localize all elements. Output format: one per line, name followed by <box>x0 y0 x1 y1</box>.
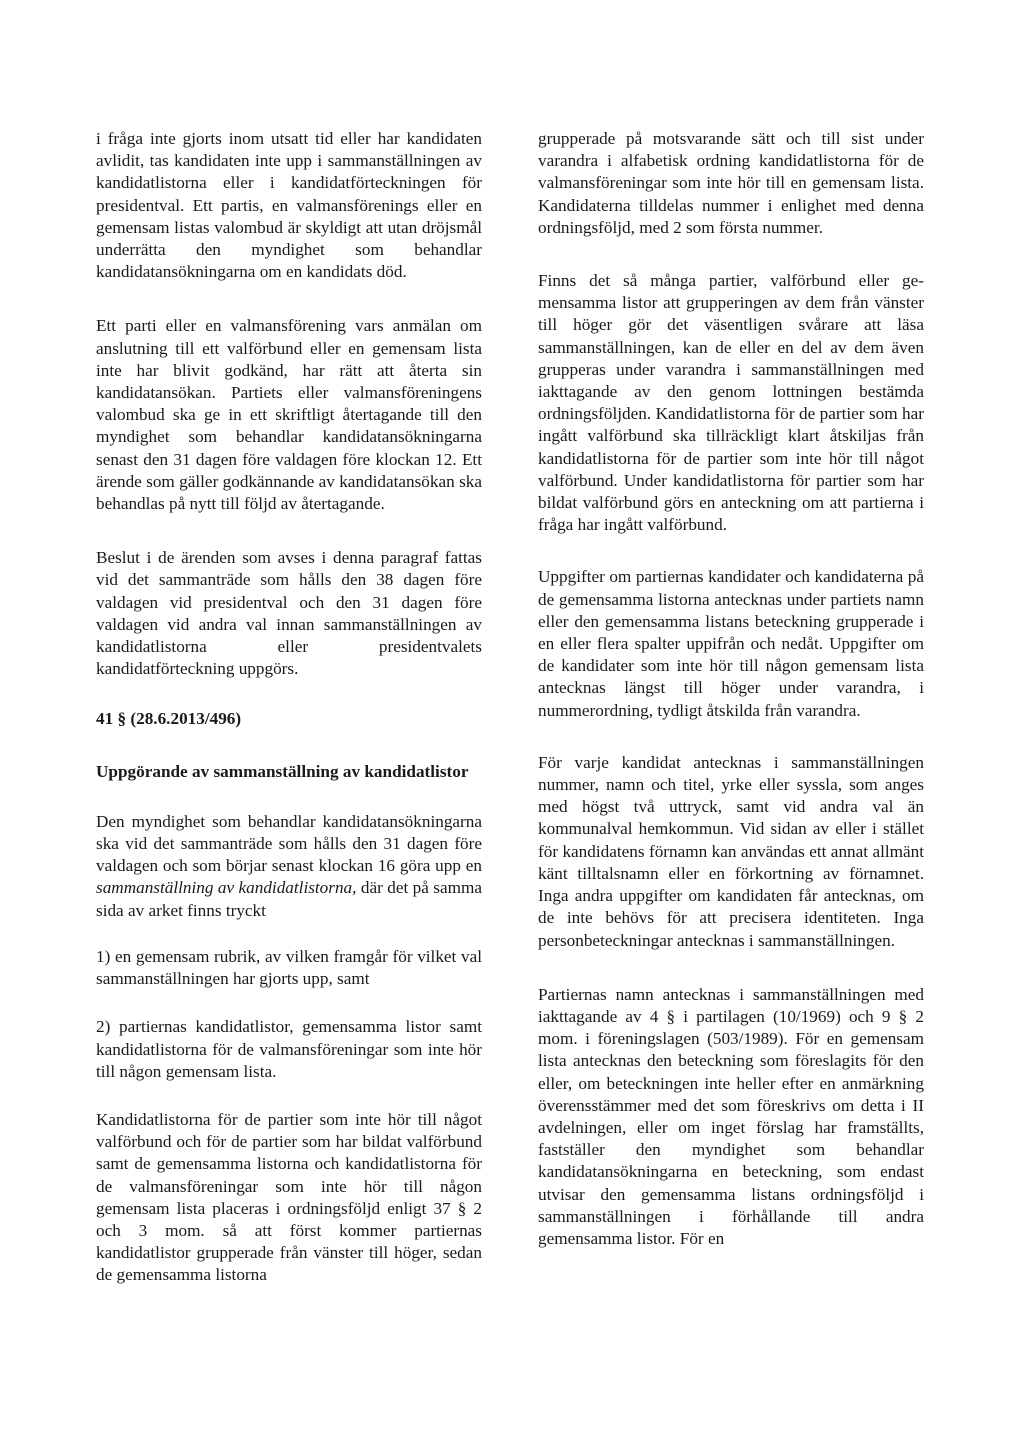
list-item: 1) en gemensam rubrik, av vilken framgår för vilket val sammanställningen har gjorts upp, samt <box>96 946 482 989</box>
paragraph: För varje kandidat antecknas i sammanställningen nummer, namn och titel, yrke eller syssla, som anges med högst två uttryck, samt vid andra val än kommunalval hemkommun. Vid sidan av eller i stället för kandidatens förnamn kan användas ett annat allmänt känt tilltalsnamn eller en förkortning av förnamnet. Inga andra uppgifter om kandidaten får antecknas, om de inte behövs för att precisera identiteten. Inga personbeteckningar antecknas i sammanställningen. <box>538 752 924 950</box>
emphasized-term: sammanställning av kandidatlistorna <box>96 878 353 898</box>
paragraph-text: Den myndighet som behandlar kandidatansökningarna ska vid det sammanträde som hålls den 31 dagen före valdagen och som börjar senast klockan 16 göra upp en <box>96 811 482 876</box>
paragraph: Finns det så många partier, valförbund eller gemensamma listor att grupperingen av dem från vänster till höger gör det väsentligen svårare att läsa sammanställningen, kan de eller en del av dem även grupperas under varandra i sammanställningen med iakttagande av den genom lottningen bestämda ordningsföljden. Kandidatlistorna för de partier som har ingått valförbund ska tillräckligt klart åtskiljas från kandidatlistorna för de partier som inte hör till något valförbund. Under kandidatlistorna för partier som har bildat valförbund görs en anteckning om att partierna i fråga har ingått valförbund. <box>538 271 924 535</box>
paragraph: grupperade på motsvarande sätt och till sist under varandra i alfabetisk ordning kandidatlistorna för de valmansföreningar som inte hör till en gemensam lista. Kandidaterna tilldelas nummer i enlighet med denna ordningsföljd, med 2 som första nummer. <box>538 129 924 237</box>
left-column <box>96 128 482 1311</box>
paragraph: Kandidatlistorna för de partier som inte hör till något valförbund och för de partier som har bildat valförbund samt de gemensamma listorna och kandidatlistorna för de valmansföreningar som inte hör till någon gemensam lista placeras i ordningsföljd enligt 37 § 2 och 3 mom. så att först kommer partiernas kandidatlistor grupperade från vänster till höger, sedan de gemensamma listorna <box>96 1109 482 1285</box>
paragraph: Ett parti eller en valmansförening vars anmälan om anslutning till ett valförbund eller en gemensam lista inte har blivit godkänd, har rätt att återta sin kandidatansökan. Partiets eller valmansföreningens valombud ska ge in ett skriftligt återtagande till den myndighet som behandlar kandidatansökningarna senast den 31 dagen före valdagen före klockan 12. Ett ärende som gäller godkännande av kandidatansökan ska behandlas på nytt till följd av återtagande. <box>96 316 482 514</box>
section-number: 41 § (28.6.2013/496) <box>96 709 242 729</box>
list-item: 2) partiernas kandidatlistor, gemensamma listor samt kandidatlistorna för de valmansföreningar som inte hör till någon gemensam lista. <box>96 1017 482 1081</box>
right-column <box>538 128 924 1274</box>
paragraph: Partiernas namn antecknas i sammanställningen med iakttagande av 4 § i partilagen (10/1969) och 9 § 2 mom. i föreningslagen (503/1989). För en gemensam lista antecknas den beteckning som föreslagits för den eller, om beteckningen inte heller efter en anmärkning överensstämmer med det som föreskrivs om detta i II avdelningen, eller om inget förslag har framställts, fastställer den myndighet som behandlar kandidatansökningarna en beteckning, som endast utvisar den gemensamma listans ordningsföljd i sammanställningen i förhållande till andra gemensamma listor. För en <box>538 984 924 1248</box>
paragraph-text: , där det på samma sida av arket finns tryckt <box>96 878 482 920</box>
paragraph: Beslut i de ärenden som avses i denna paragraf fattas vid det sammanträde som hålls den 38 dagen före valdagen vid presidentval och den 31 dagen före valdagen vid andra val innan sammanställningen av kandidatlistorna eller presidentvalets kandidatförteckning uppgörs. <box>96 548 482 679</box>
paragraph: i fråga inte gjorts inom utsatt tid eller har kandidaten avlidit, tas kandidaten inte upp i sammanställningen av kandidatlistorna eller i kandidatförteckningen för presidentval. Ett partis, en valmansförenings eller en gemensam listas valombud är skyldigt att utan dröjsmål underrätta den myndighet som behandlar kandidatansökningarna om en kandidats död. <box>96 129 482 282</box>
section-heading: Uppgörande av sammanställning av kandidatlistor <box>96 761 469 781</box>
paragraph <box>96 811 482 922</box>
paragraph: Uppgifter om partiernas kandidater och kandidaterna på de gemensamma listorna antecknas under partiets namn eller den gemensamma listans beteckning grupperade i en eller flera spalter uppifrån och nedåt. Uppgifter om de kandidater som inte hör till någon gemensam lista antecknas längst till höger under varandra, i nummerordning, tydligt åtskilda från varandra. <box>538 567 924 720</box>
